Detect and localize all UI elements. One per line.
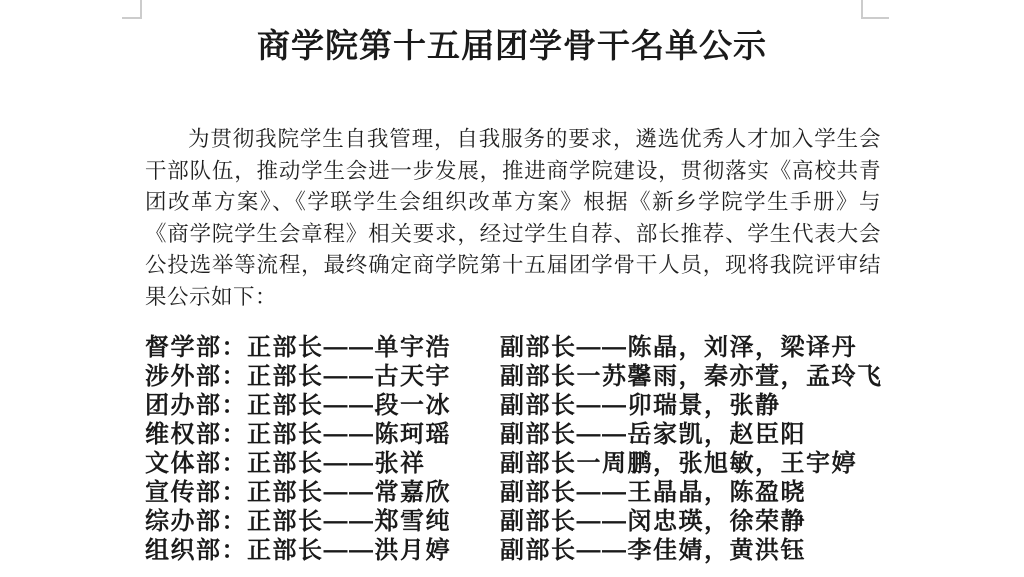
deputy-entry: 副部长一苏馨雨，秦亦萱，孟玲飞	[500, 363, 883, 390]
deputy-entry: 副部长——闵忠瑛，徐荣静	[500, 508, 806, 535]
roster-row	[145, 536, 883, 565]
page-crop-mark-top-left	[122, 0, 142, 19]
chief-entry: 正部长——单宇浩	[247, 334, 451, 361]
roster-left-cell	[145, 449, 500, 478]
deputy-entry: 副部长——王晶晶，陈盈晓	[500, 479, 806, 506]
department-label: 督学部：	[145, 334, 247, 361]
page-title: 商学院第十五届团学骨干名单公示	[257, 27, 767, 64]
roster-left-cell	[145, 362, 500, 391]
roster-row	[145, 333, 883, 362]
department-label: 文体部：	[145, 450, 247, 477]
deputy-entry: 副部长——岳家凯，赵臣阳	[500, 421, 806, 448]
chief-entry: 正部长——古天宇	[247, 363, 451, 390]
roster-left-cell	[145, 333, 500, 362]
deputy-entry: 副部长——陈晶，刘泽，梁译丹	[500, 334, 857, 361]
deputy-entry: 副部长——李佳婧，黄洪钰	[500, 537, 806, 564]
roster-list	[145, 333, 883, 565]
chief-entry: 正部长——张祥	[247, 450, 426, 477]
intro-paragraph: 为贯彻我院学生自我管理，自我服务的要求，遴选优秀人才加入学生会干部队伍，推动学生会进一步发展，推进商学院建设，贯彻落实《高校共青团改革方案》、《学联学生会组织改革方案》根据《新乡学院学生手册》与《商学院学生会章程》相关要求，经过学生自荐、部长推荐、学生代表大会公投选举等流程，最终确定商学院第十五届团学骨干人员，现将我院评审结果公示如下：	[145, 127, 881, 309]
roster-row	[145, 478, 883, 507]
roster-row	[145, 362, 883, 391]
deputy-entry: 副部长——卯瑞景，张静	[500, 392, 781, 419]
roster-left-cell	[145, 536, 500, 565]
roster-left-cell	[145, 391, 500, 420]
chief-entry: 正部长——洪月婷	[247, 537, 451, 564]
department-label: 综办部：	[145, 508, 247, 535]
roster-left-cell	[145, 420, 500, 449]
page-crop-mark-top-right	[861, 0, 889, 19]
roster-row	[145, 449, 883, 478]
chief-entry: 正部长——常嘉欣	[247, 479, 451, 506]
department-label: 团办部：	[145, 392, 247, 419]
department-label: 组织部：	[145, 537, 247, 564]
roster-left-cell	[145, 478, 500, 507]
chief-entry: 正部长——段一冰	[247, 392, 451, 419]
chief-entry: 正部长——郑雪纯	[247, 508, 451, 535]
roster-row	[145, 420, 883, 449]
deputy-entry: 副部长一周鹏，张旭敏，王宇婷	[500, 450, 857, 477]
roster-left-cell	[145, 507, 500, 536]
chief-entry: 正部长——陈珂瑶	[247, 421, 451, 448]
department-label: 维权部：	[145, 421, 247, 448]
department-label: 涉外部：	[145, 363, 247, 390]
department-label: 宣传部：	[145, 479, 247, 506]
roster-row	[145, 507, 883, 536]
roster-row	[145, 391, 883, 420]
